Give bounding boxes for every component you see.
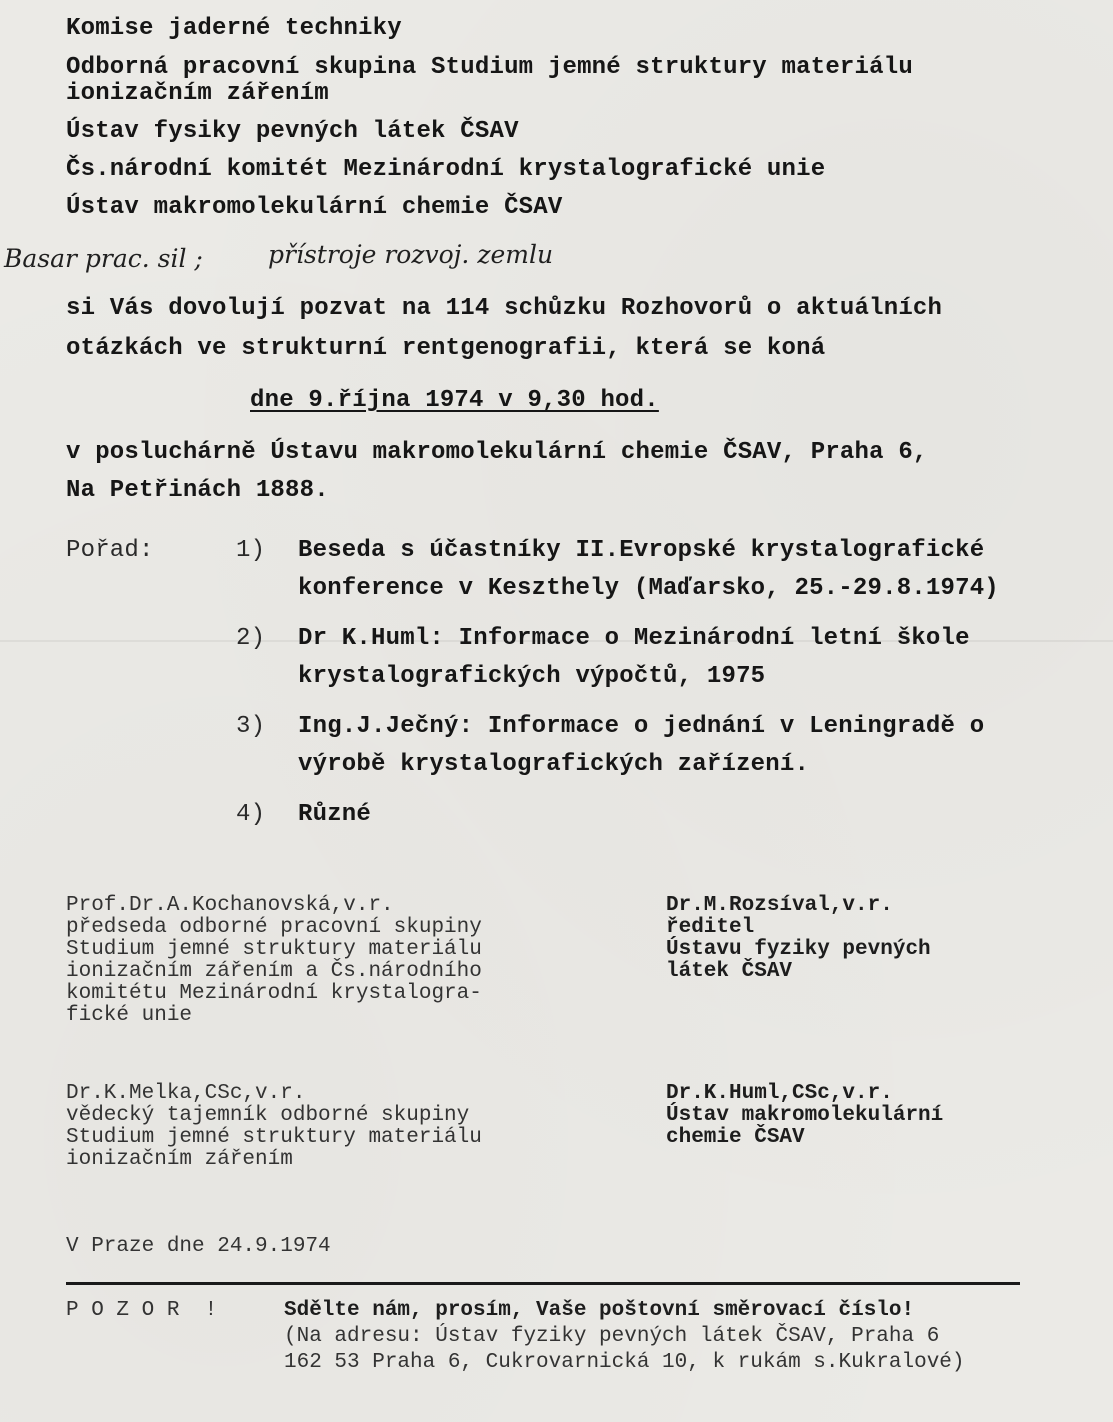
footer-line-1: Sdělte nám, prosím, Vaše poštovní směrovací číslo! bbox=[284, 1299, 915, 1322]
program-item-2-line-1: Dr K.Huml: Informace o Mezinárodní letní škole bbox=[298, 625, 970, 652]
program-item-1-line-2: konference v Keszthely (Maďarsko, 25.-29.8.1974) bbox=[298, 575, 999, 602]
handwritten-note-1: Basar prac. sil ; bbox=[4, 244, 203, 273]
program-item-1-number: 1) bbox=[236, 537, 266, 564]
signature-right-1-line-4: látek ČSAV bbox=[666, 960, 793, 983]
handwritten-note-2: přístroje rozvoj. zemlu bbox=[268, 240, 554, 269]
program-item-4-number: 4) bbox=[236, 801, 266, 828]
signature-left-1-line-1: Prof.Dr.A.Kochanovská,v.r. bbox=[66, 894, 394, 917]
program-item-2-number: 2) bbox=[236, 625, 266, 652]
signature-right-1-line-2: ředitel bbox=[666, 916, 755, 939]
header-line-5: Ústav makromolekulární chemie ČSAV bbox=[66, 194, 563, 221]
header-line-1: Komise jaderné techniky bbox=[66, 15, 402, 42]
signature-right-2-line-3: chemie ČSAV bbox=[666, 1126, 805, 1149]
header-line-2a: Odborná pracovní skupina Studium jemné struktury materiálu bbox=[66, 54, 913, 81]
program-item-4-line-1: Různé bbox=[298, 801, 372, 828]
footer-line-3: 162 53 Praha 6, Cukrovarnická 10, k rukám s.Kukralové) bbox=[284, 1351, 965, 1374]
invitation-line-2: otázkách ve strukturní rentgenografii, která se koná bbox=[66, 335, 826, 362]
signature-right-2-line-1: Dr.K.Huml,CSc,v.r. bbox=[666, 1082, 893, 1105]
program-item-2-line-2: krystalografických výpočtů, 1975 bbox=[298, 663, 766, 690]
signature-left-2-line-2: vědecký tajemník odborné skupiny bbox=[66, 1104, 470, 1127]
header-line-3: Ústav fysiky pevných látek ČSAV bbox=[66, 118, 519, 145]
footer-line-2: (Na adresu: Ústav fyziky pevných látek ČSAV, Praha 6 bbox=[284, 1325, 940, 1348]
signature-right-1-line-1: Dr.M.Rozsíval,v.r. bbox=[666, 894, 893, 917]
program-item-1-line-1: Beseda s účastníky II.Evropské krystalografické bbox=[298, 537, 985, 564]
signature-left-1-line-6: fické unie bbox=[66, 1004, 193, 1027]
signature-right-2-line-2: Ústav makromolekulární bbox=[666, 1104, 944, 1127]
footer-label: P O Z O R ! bbox=[66, 1299, 218, 1322]
header-line-4: Čs.národní komitét Mezinárodní krystalografické unie bbox=[66, 156, 826, 183]
place-and-date: V Praze dne 24.9.1974 bbox=[66, 1235, 331, 1258]
program-item-3-number: 3) bbox=[236, 713, 266, 740]
invitation-place-2: Na Petřinách 1888. bbox=[66, 477, 329, 504]
meeting-date: dne 9.října 1974 v 9,30 hod. bbox=[250, 387, 659, 414]
invitation-line-1: si Vás dovolují pozvat na 114 schůzku Rozhovorů o aktuálních bbox=[66, 295, 943, 322]
signature-left-2-line-3: Studium jemné struktury materiálu bbox=[66, 1126, 482, 1149]
program-label: Pořad: bbox=[66, 537, 154, 564]
signature-left-2-line-4: ionizačním zářením bbox=[66, 1148, 293, 1171]
signature-left-1-line-2: předseda odborné pracovní skupiny bbox=[66, 916, 482, 939]
signature-left-2-line-1: Dr.K.Melka,CSc,v.r. bbox=[66, 1082, 306, 1105]
header-line-2b: ionizačním zářením bbox=[66, 80, 329, 107]
signature-left-1-line-5: komitétu Mezinárodní krystalogra- bbox=[66, 982, 482, 1005]
signature-left-1-line-4: ionizačním zářením a Čs.národního bbox=[66, 960, 482, 983]
program-item-3-line-2: výrobě krystalografických zařízení. bbox=[298, 751, 810, 778]
separator-rule bbox=[66, 1282, 1020, 1285]
invitation-place-1: v posluchárně Ústavu makromolekulární chemie ČSAV, Praha 6, bbox=[66, 439, 928, 466]
signature-left-1-line-3: Studium jemné struktury materiálu bbox=[66, 938, 482, 961]
signature-right-1-line-3: Ústavu fyziky pevných bbox=[666, 938, 931, 961]
program-item-3-line-1: Ing.J.Ječný: Informace o jednání v Leningradě o bbox=[298, 713, 985, 740]
